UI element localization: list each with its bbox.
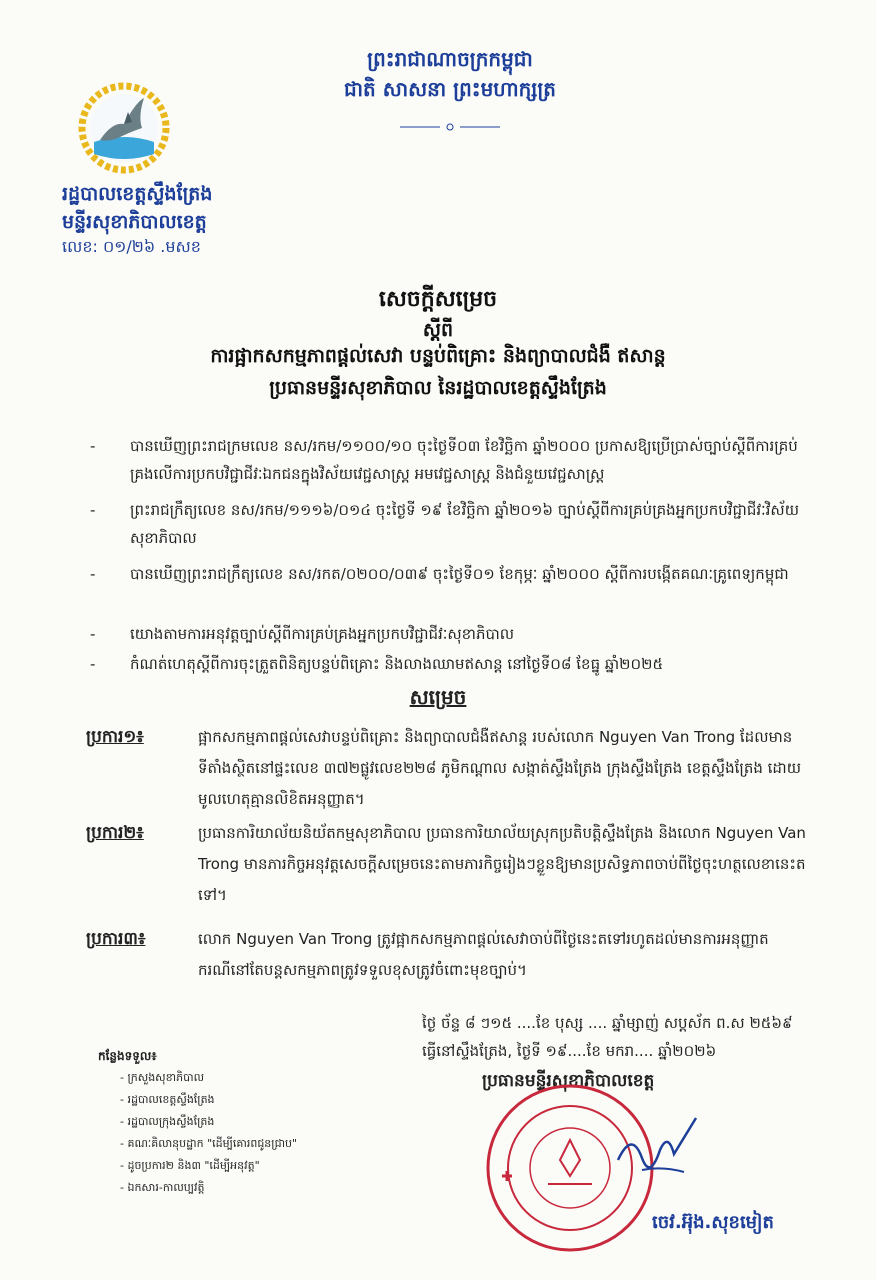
- signature-mark: [612, 1110, 702, 1190]
- recipient-item: - រដ្ឋបាលខេត្តស្ទឹងត្រែង: [120, 1093, 215, 1106]
- consideration-item: - យោងតាមការអនុវត្តច្បាប់ស្ដីពីការគ្រប់គ្រងអ្នកប្រកបវិជ្ជាជីវៈសុខាភិបាល: [90, 620, 810, 648]
- consideration-text: ព្រះរាជក្រឹត្យលេខ នស/រកម/១១១៦/០១៤ ចុះថ្ងៃទី ១៩ ខែវិច្ឆិកា ឆ្នាំ២០១៦ ច្បាប់ស្ដីពីការគ្រប់គ្រងអ្នកប្រកបវិជ្ជាជីវៈវិស័យសុខាភិបាល: [130, 501, 800, 547]
- consideration-item: - បានឃើញព្រះរាជក្រឹត្យលេខ នស/រកត/០២០០/០៣៩ ចុះថ្ងៃទី០១ ខែកុម្ភៈ ឆ្នាំ២០០០ ស្ដីពីការបង្កើតគណៈគ្រូពេទ្យកម្ពុជា: [90, 560, 810, 588]
- decision-heading: សម្រេច: [409, 685, 467, 709]
- consideration-text: បានឃើញព្រះរាជក្រឹត្យលេខ នស/រកត/០២០០/០៣៩ ចុះថ្ងៃទី០១ ខែកុម្ភៈ ឆ្នាំ២០០០ ស្ដីពីការបង្កើតគណៈគ្រូពេទ្យកម្ពុជា: [130, 565, 789, 583]
- article-3: [86, 924, 806, 986]
- article-label: ប្រការ១៖: [86, 727, 144, 747]
- signatory-title: ប្រធានមន្ទីរសុខាភិបាលខេត្ត: [482, 1071, 655, 1091]
- recipient-item: - រដ្ឋបាលក្រុងស្ទឹងត្រែង: [120, 1115, 215, 1128]
- lunar-date: ថ្ងៃ ច័ន្ទ ៨ ៗ១៥ ....ខែ បុស្ស .... ឆ្នាំម្សាញ់ សប្តស័ក ព.ស ២៥៦៩: [422, 1014, 793, 1032]
- kingdom-line-2: ជាតិ សាសនា ព្រះមហាក្សត្រ: [344, 77, 556, 101]
- article-text: លោក Nguyen Van Trong ត្រូវផ្អាកសកម្មភាពផ្តល់សេវាចាប់ពីថ្ងៃនេះតទៅរហូតដល់មានការអនុញ្ញាត ករណីនៅតែបន្តសកម្មភាពត្រូវទទួលខុសត្រូវចំពោះមុខច្បាប់។: [198, 930, 769, 979]
- consideration-text: យោងតាមការអនុវត្តច្បាប់ស្ដីពីការគ្រប់គ្រងអ្នកប្រកបវិជ្ជាជីវៈសុខាភិបាល: [130, 625, 515, 643]
- solar-date: ធ្វើនៅស្ទឹងត្រែង, ថ្ងៃទី ១៩....ខែ មករា.... ឆ្នាំ២០២៦: [422, 1042, 717, 1060]
- article-2: [86, 818, 806, 911]
- recipients-heading: កន្លែងទទួល៖: [98, 1049, 157, 1063]
- ministry-logo: [78, 82, 170, 174]
- ornament-divider: [395, 122, 505, 132]
- kingdom-line-1: ព្រះរាជាណាចក្រកម្ពុជា: [367, 47, 533, 71]
- consideration-text: កំណត់ហេតុស្ដីពីការចុះត្រួតពិនិត្យបន្ទប់ពិគ្រោះ និងលាងឈាមឥសាន្ត នៅថ្ងៃទី០៨ ខែធ្នូ ឆ្នាំ២០២៥: [130, 655, 664, 673]
- title-about: ស្ដីពី: [422, 319, 454, 341]
- recipient-item: - ដូចប្រការ២ និង៣ "ដើម្បីអនុវត្ត": [120, 1159, 260, 1172]
- org-line-2: មន្ទីរសុខាភិបាលខេត្ត: [62, 211, 207, 233]
- signatory-name: ចេវ.អ៊ុង.សុខមៀត: [652, 1212, 774, 1233]
- recipient-item: - គណៈគិលានុបដ្ឋាក "ដើម្បីគោរពជូនជ្រាប": [120, 1137, 298, 1150]
- reference-number: លេខ: ០១/២៦ .មសខ: [62, 237, 201, 256]
- issuing-organization: [62, 180, 212, 236]
- consideration-text: បានឃើញព្រះរាជក្រមលេខ នស/រកម/១១០០/១០ ចុះថ្ងៃទី០៣ ខែវិច្ឆិកា ឆ្នាំ២០០០ ប្រកាសឱ្យប្រើប្រាស់ច្បាប់ស្ដីពីការគ្រប់គ្រងលើការប្រកបវិជ្ជាជីវៈឯកជនក្នុងវិស័យវេជ្ជសាស្ត្រ អមវេជ្ជសាស្ត្រ និងជំនួយវេជ្ជសាស្ត្រ: [130, 437, 798, 483]
- consideration-item: - បានឃើញព្រះរាជក្រមលេខ នស/រកម/១១០០/១០ ចុះថ្ងៃទី០៣ ខែវិច្ឆិកា ឆ្នាំ២០០០ ប្រកាសឱ្យប្រើប្រាស់ច្បាប់ស្ដីពីការគ្រប់គ្រងលើការប្រកបវិជ្ជាជីវៈឯកជនក្នុងវិស័យវេជ្ជសាស្ត្រ អមវេជ្ជសាស្ត្រ និងជំនួយវេជ្ជសាស្ត្រ: [90, 432, 810, 488]
- article-label: ប្រការ៣៖: [86, 929, 146, 949]
- recipients-list: [98, 1045, 297, 1199]
- consideration-item: - ព្រះរាជក្រឹត្យលេខ នស/រកម/១១១៦/០១៤ ចុះថ្ងៃទី ១៩ ខែវិច្ឆិកា ឆ្នាំ២០១៦ ច្បាប់ស្ដីពីការគ្រប់គ្រងអ្នកប្រកបវិជ្ជាជីវៈវិស័យសុខាភិបាល: [90, 496, 810, 552]
- recipient-item: - ឯកសារ-កាលប្បវត្តិ: [120, 1181, 205, 1194]
- document-title: សេចក្ដីសម្រេច: [378, 287, 498, 312]
- article-text: ប្រធានការិយាល័យនិយ័តកម្មសុខាភិបាល ប្រធានការិយាល័យស្រុកប្រតិបត្តិស្ទឹងត្រែង និងលោក Nguyen Van Trong មានភារកិច្ចអនុវត្តសេចក្ដីសម្រេចនេះតាមភារកិច្ចរៀងៗខ្លួនឱ្យមានប្រសិទ្ធភាពចាប់ពីថ្ងៃចុះហត្ថលេខានេះតទៅ។: [198, 824, 806, 904]
- article-label: ប្រការ២៖: [86, 823, 144, 843]
- consideration-item: - កំណត់ហេតុស្ដីពីការចុះត្រួតពិនិត្យបន្ទប់ពិគ្រោះ និងលាងឈាមឥសាន្ត នៅថ្ងៃទី០៨ ខែធ្នូ ឆ្នាំ២០២៥: [90, 650, 810, 678]
- recipient-item: - ក្រសួងសុខាភិបាល: [120, 1071, 205, 1084]
- title-subject: ការផ្អាកសកម្មភាពផ្តល់សេវា បន្ទប់ពិគ្រោះ និងព្យាបាលជំងឺ ឥសាន្ត: [210, 345, 666, 367]
- title-issuer: ប្រធានមន្ទីរសុខាភិបាល នៃរដ្ឋបាលខេត្តស្ទឹងត្រែង: [269, 377, 607, 399]
- article-1: [86, 722, 806, 815]
- kingdom-motto: [300, 44, 600, 104]
- org-line-1: រដ្ឋបាលខេត្តស្ទឹងត្រែង: [62, 183, 213, 205]
- article-text: ផ្អាកសកម្មភាពផ្តល់សេវាបន្ទប់ពិគ្រោះ និងព្យាបាលជំងឺឥសាន្ត របស់លោក Nguyen Van Trong ដែលមានទីតាំងស្ថិតនៅផ្ទះលេខ ៣៧២ផ្លូវលេខ២២៨ ភូមិកណ្ដាល សង្កាត់ស្ទឹងត្រែង ក្រុងស្ទឹងត្រែង ខេត្តស្ទឹងត្រែង ដោយមូលហេតុគ្មានលិខិតអនុញ្ញាត។: [198, 728, 801, 808]
